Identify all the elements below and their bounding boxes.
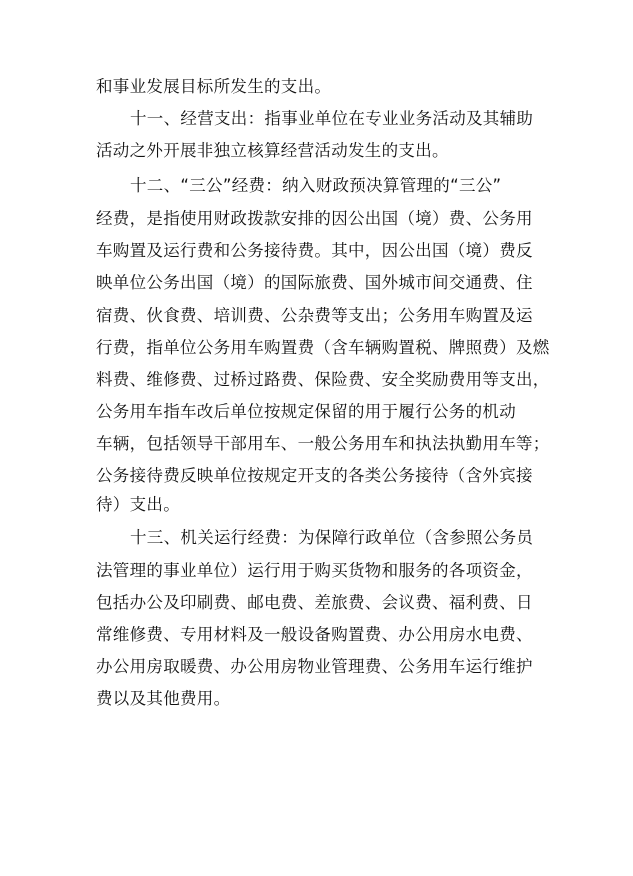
text-line: 宿费、伙食费、培训费、公杂费等支出；公务用车购置及运	[96, 306, 533, 325]
text-line: 料费、维修费、过桥过路费、保险费、安全奖励费用等支出，	[96, 370, 550, 389]
text-line: 包括办公及印刷费、邮电费、差旅费、会议费、福利费、日	[96, 593, 533, 612]
text-line: 车辆，包括领导干部用车、一般公务用车和执法执勤用车等；	[96, 434, 550, 453]
text-line: 映单位公务出国（境）的国际旅费、国外城市间交通费、住	[96, 273, 533, 292]
text-line: 行费，指单位公务用车购置费（含车辆购置税、牌照费）及燃	[96, 338, 550, 357]
text-line: 常维修费、专用材料及一般设备购置费、办公用房水电费、	[96, 625, 533, 644]
text-line: 办公用房取暖费、办公用房物业管理费、公务用车运行维护	[96, 657, 533, 676]
section-12-heading-line: 十二、“三公”经费：纳入财政预决算管理的“三公”	[130, 176, 502, 195]
section-11-heading-line: 十一、经营支出：指事业单位在专业业务活动及其辅助	[130, 109, 534, 128]
section-13-heading-line: 十三、机关运行经费：为保障行政单位（含参照公务员	[130, 528, 534, 547]
text-line: 待）支出。	[96, 495, 180, 514]
text-line: 车购置及运行费和公务接待费。其中，因公出国（境）费反	[96, 241, 533, 260]
text-line: 公务用车指车改后单位按规定保留的用于履行公务的机动	[96, 402, 516, 421]
text-line: 活动之外开展非独立核算经营活动发生的支出。	[96, 141, 449, 160]
text-line: 经费，是指使用财政拨款安排的因公出国（境）费、公务用	[96, 209, 533, 228]
text-line: 法管理的事业单位）运行用于购买货物和服务的各项资金，	[96, 561, 533, 580]
text-line: 公务接待费反映单位按规定开支的各类公务接待（含外宾接	[96, 466, 533, 485]
text-line: 费以及其他费用。	[96, 689, 231, 708]
text-line: 和事业发展目标所发生的支出。	[96, 77, 332, 96]
